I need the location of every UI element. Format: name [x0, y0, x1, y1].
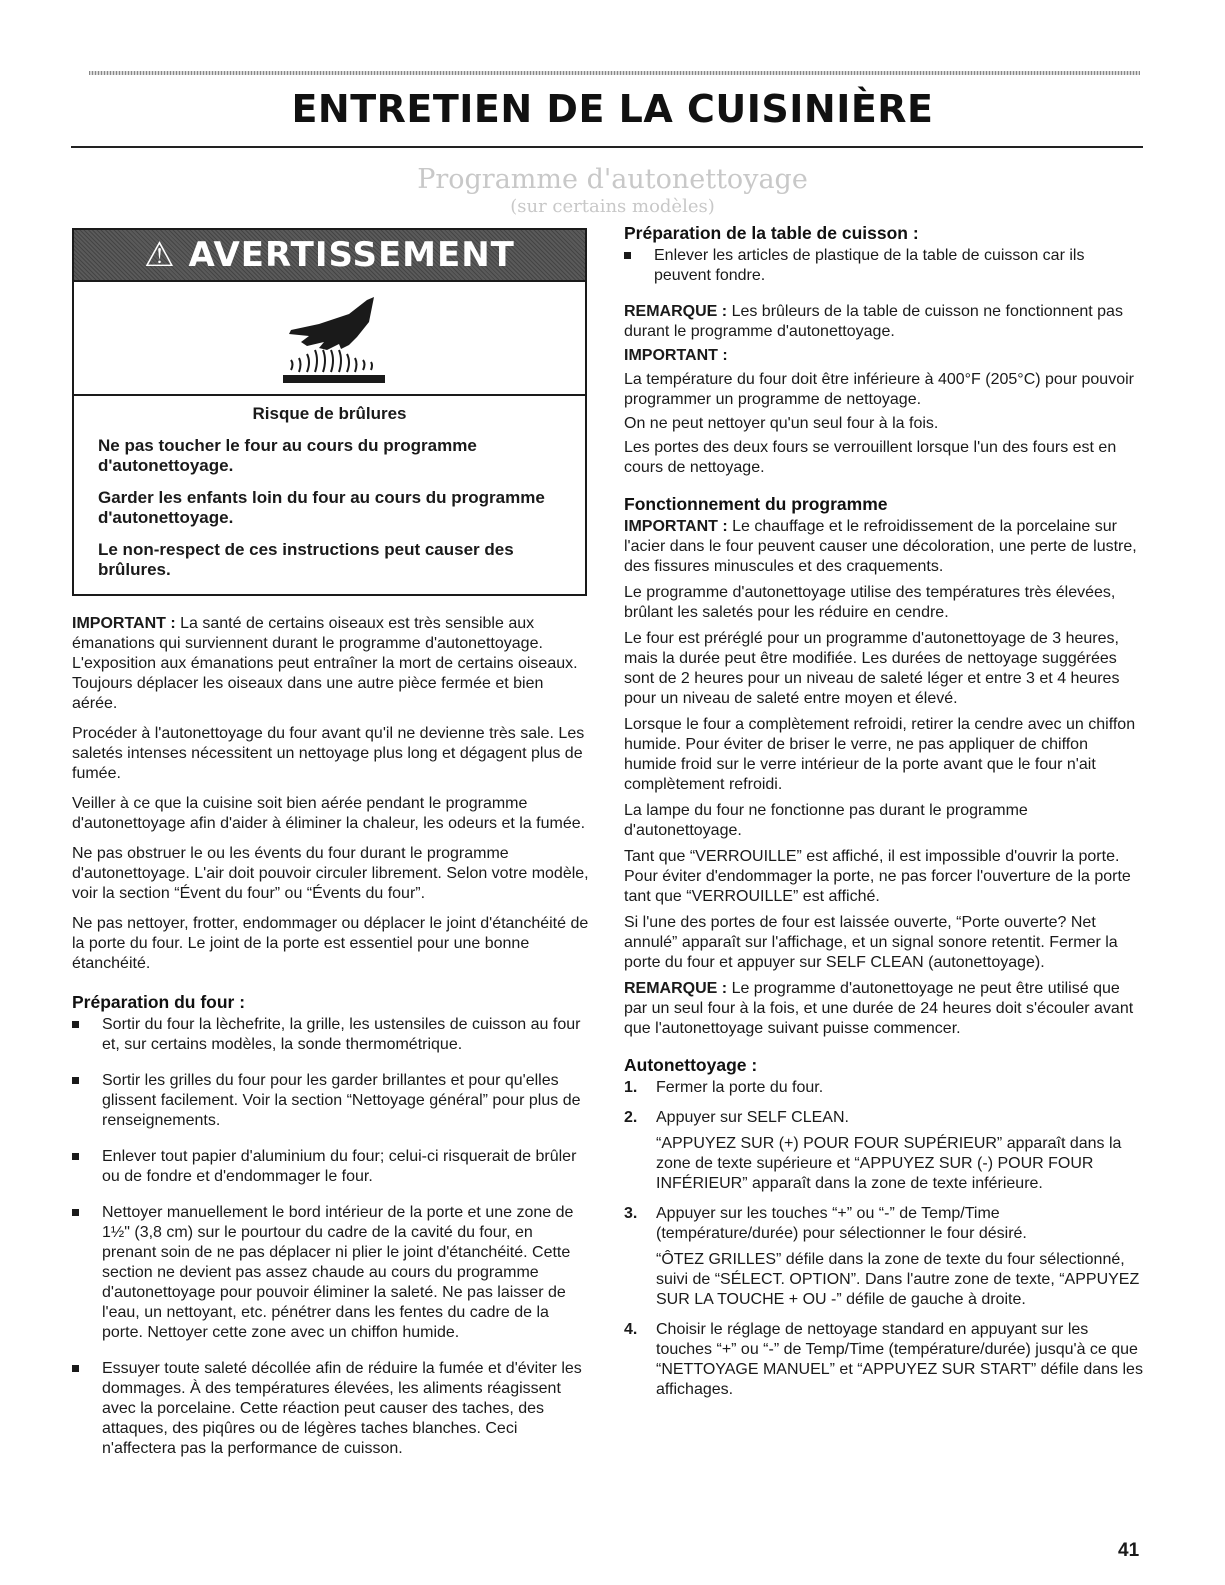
- self-clean-steps: [624, 1078, 1144, 1400]
- warning-line: Ne pas toucher le four au cours du programme d'autonettoyage.: [98, 436, 477, 475]
- paragraph: Veiller à ce que la cuisine soit bien aérée pendant le programme d'autonettoyage afin d'aider à éliminer la chaleur, les odeurs et la fumée.: [72, 795, 586, 832]
- paragraph: IMPORTANT : Le chauffage et le refroidissement de la porcelaine sur l'acier dans le four peuvent causer une décoloration, une perte de lustre, des fissures minuscules et des craquements.: [624, 518, 1137, 575]
- section-title: Programme d'autonettoyage: [417, 164, 808, 195]
- warning-header: [74, 230, 585, 282]
- step-item: 2. Appuyer sur SELF CLEAN. “APPUYEZ SUR (+) POUR FOUR SUPÉRIEUR” apparaît dans la zone de texte supérieure et “APPUYEZ SUR (-) POUR FOUR INFÉRIEUR” apparaît dans la zone de texte inférieure.: [624, 1109, 1122, 1192]
- warning-box: [72, 228, 587, 596]
- page-number: 41: [1118, 1540, 1140, 1561]
- paragraph: Les portes des deux fours se verrouillent lorsque l'un des fours est en cours de nettoyage.: [624, 439, 1117, 476]
- paragraph: Procéder à l'autonettoyage du four avant qu'il ne devienne très sale. Les saletés intenses nécessitent un nettoyage plus long et dégagent plus de fumée.: [72, 725, 585, 782]
- step-item: 1. Fermer la porte du four.: [624, 1079, 824, 1096]
- warning-label: ⚠ AVERTISSEMENT: [144, 235, 515, 275]
- oven-prep-heading: Préparation du four :: [72, 992, 246, 1012]
- note: REMARQUE : Le programme d'autonettoyage ne peut être utilisé que par un seul four à la fois, et une durée de 24 heures doit s'écouler avant que l'autonettoyage suivant puisse commencer.: [624, 980, 1134, 1037]
- step-item: 3. Appuyer sur les touches “+” ou “-” de Temp/Time (température/durée) pour sélectionner le four désiré. “ÔTEZ GRILLES” défile dans la zone de texte du four sélectionné, suivi de “SÉLECT. OPTION”. Dans l'autre zone de texte, “APPUYEZ SUR LA TOUCHE + OU -” défile de gauche à droite.: [624, 1205, 1140, 1308]
- paragraph: On ne peut nettoyer qu'un seul four à la fois.: [624, 415, 939, 432]
- list-item: Essuyer toute saleté décollée afin de réduire la fumée et d'éviter les dommages. À des températures élevées, les aliments réagissent avec la porcelaine. Cette réaction peut causer des taches, des attaques, des piqûres ou de légères taches blanches. Ceci n'affectera pas la performance de cuisson.: [72, 1359, 590, 1459]
- list-item: Nettoyer manuellement le bord intérieur de la porte et une zone de 1½" (3,8 cm) sur le pourtour du cadre de la cavité du four, en prenant soin de ne pas déplacer ni plier le joint d'étanchéité. Cette section ne devient pas assez chaude au cours du programme d'autonettoyage pour pouvoir éliminer la saleté. Ne pas laisser de l'eau, un nettoyant, etc. pénétrer dans les fentes du cadre de la porte. Nettoyer cette zone avec un chiffon humide.: [72, 1203, 590, 1343]
- list-item: Sortir du four la lèchefrite, la grille, les ustensiles de cuisson au four et, sur certains modèles, la sonde thermométrique.: [72, 1015, 590, 1055]
- list-item: Sortir les grilles du four pour les garder brillantes et pour qu'elles glissent facilement. Voir la section “Nettoyage général” pour plus de renseignements.: [72, 1071, 590, 1131]
- cooktop-prep-list: [624, 246, 1144, 286]
- self-clean-heading: Autonettoyage :: [624, 1055, 758, 1075]
- warning-line: Garder les enfants loin du four au cours du programme d'autonettoyage.: [98, 488, 545, 527]
- function-heading: Fonctionnement du programme: [624, 494, 888, 514]
- important-label: IMPORTANT :: [624, 347, 728, 364]
- step-item: 4. Choisir le réglage de nettoyage standard en appuyant sur les touches “+” ou “-” de Temp/Time (température/durée) jusqu'à ce que “NETTOYAGE MANUEL” et “APPUYEZ SUR START” défile dans les affichages.: [624, 1321, 1143, 1398]
- paragraph: Le four est préréglé pour un programme d'autonettoyage de 3 heures, mais la durée peut être modifiée. Les durées de nettoyage suggérées sont de 2 heures pour un niveau de saleté léger et entre 3 et 4 heures pour un niveau de saleté entre moyen et élevé.: [624, 630, 1120, 707]
- hot-surface-hand-icon: [279, 292, 389, 387]
- note: REMARQUE : Les brûleurs de la table de cuisson ne fonctionnent pas durant le programme d'autonettoyage.: [624, 303, 1123, 340]
- list-item: Enlever tout papier d'aluminium du four; celui-ci risquerait de brûler ou de fondre et d'endommager le four.: [72, 1147, 590, 1187]
- warning-triangle-icon: ⚠: [144, 235, 176, 275]
- warning-text: [74, 404, 585, 592]
- paragraph: Lorsque le four a complètement refroidi, retirer la cendre avec un chiffon humide. Pour éviter de briser le verre, ne pas appliquer de chiffon humide froid sur le verre intérieur de la porte avant que le four n'ait complètement refroidi.: [624, 716, 1136, 793]
- paragraph: Le programme d'autonettoyage utilise des températures très élevées, brûlant les saletés pour les réduire en cendre.: [624, 584, 1116, 621]
- left-column: [72, 614, 590, 1475]
- paragraph: Ne pas obstruer le ou les évents du four durant le programme d'autonettoyage. L'air doit pouvoir circuler librement. Selon votre modèle, voir la section “Évent du four” ou “Évents du four”.: [72, 845, 589, 902]
- right-column: [624, 223, 1144, 1410]
- cooktop-prep-heading: Préparation de la table de cuisson :: [624, 223, 919, 243]
- oven-prep-list: [72, 1015, 590, 1459]
- paragraph: La lampe du four ne fonctionne pas durant le programme d'autonettoyage.: [624, 802, 1028, 839]
- paragraph: Ne pas nettoyer, frotter, endommager ou déplacer le joint d'étanchéité de la porte du four. Le joint de la porte est essentiel pour une bonne étanchéité.: [72, 915, 589, 972]
- top-rule: [89, 71, 1140, 75]
- warning-icon-area: [74, 282, 585, 396]
- paragraph: IMPORTANT : La santé de certains oiseaux est très sensible aux émanations qui surviennent durant le programme d'autonettoyage. L'exposition aux émanations peut entraîner la mort de certains oiseaux. Toujours déplacer les oiseaux dans une autre pièce fermée et bien aérée.: [72, 615, 578, 712]
- section-subtitle: (sur certains modèles): [510, 196, 715, 217]
- paragraph: Si l'une des portes de four est laissée ouverte, “Porte ouverte? Net annulé” apparaît sur l'affichage, et un signal sonore retentit. Fermer la porte du four et appuyer sur SELF CLEAN (autonettoyage).: [624, 914, 1118, 971]
- paragraph: Tant que “VERROUILLE” est affiché, il est impossible d'ouvrir la porte. Pour éviter d'endommager la porte, ne pas forcer l'ouverture de la porte tant que “VERROUILLE” est affiché.: [624, 848, 1131, 905]
- list-item: Enlever les articles de plastique de la table de cuisson car ils peuvent fondre.: [624, 246, 1144, 286]
- title-divider: [71, 146, 1143, 148]
- warning-heading: Risque de brûlures: [252, 404, 407, 423]
- warning-line: Le non-respect de ces instructions peut causer des brûlures.: [98, 540, 514, 579]
- paragraph: La température du four doit être inférieure à 400°F (205°C) pour pouvoir programmer un programme de nettoyage.: [624, 371, 1134, 408]
- page-title: ENTRETIEN DE LA CUISINIÈRE: [291, 87, 934, 131]
